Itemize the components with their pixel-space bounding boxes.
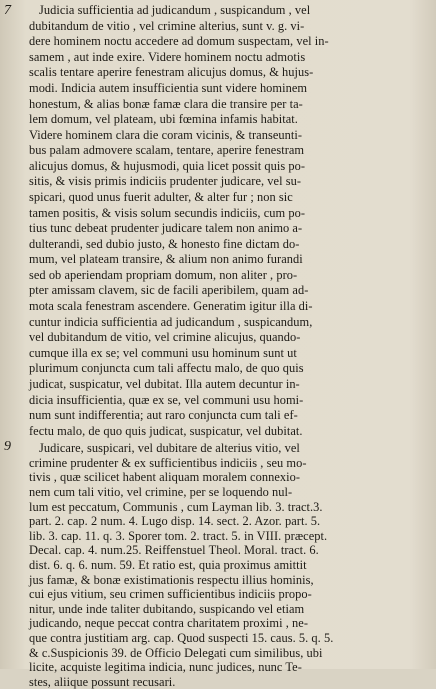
text-line: stes, aliique possunt recusari. [29, 674, 176, 689]
text-line: sed ob aperiendam propriam domum, non aliter , pro- [29, 267, 298, 282]
text-line: dulterandi, sed dubio justo, & honesto fine dictam do- [29, 236, 300, 251]
text-line: modi. Indicia autem insufficientia sunt videre hominem [29, 80, 308, 95]
text-line: Judicare, suspicari, vel dubitare de alterius vitio, vel [39, 441, 300, 455]
text-line: Decal. cap. 4. num.25. Reiffenstuel Theol. Moral. tract. 6. [29, 543, 319, 558]
text-line: alicujus domus, & hujusmodi, quia licet possit quis po- [29, 158, 306, 173]
text-line: num sunt indifferentia; aut raro conjuncta cum tali ef- [29, 408, 298, 423]
text-line: tius tunc debeat prudenter judicare talem non animo a- [29, 221, 303, 236]
text-line: mum, vel plateam transire, & alium non animo furandi [29, 252, 303, 267]
text-line: cuntur indicia sufficientia ad judicandum , suspicandum, [29, 314, 313, 329]
text-line: lib. 3. cap. 11. q. 3. Sporer tom. 2. tract. 5. in VIII. præcept. [29, 528, 328, 543]
text-line: scalis tentare aperire fenestram alicujus domus, & hujus- [29, 65, 314, 80]
text-line: lum est peccatum, Communis , cum Layman lib. 3. tract.3. [29, 499, 323, 514]
text-line: & c.Suspicionis 39. de Officio Delegati cum similibus, ubi [29, 645, 323, 660]
text-line: plurimum conjuncta cum tali affectu malo, de quo quis [29, 361, 304, 376]
text-line: Judicia sufficientia ad judicandum , suspicandum , vel [39, 3, 311, 17]
text-line: dist. 6. q. 6. num. 59. Et ratio est, quia proximus amittit [29, 558, 307, 572]
text-line: dicia insufficientia, quæ ex se, vel communi usu homi- [29, 392, 304, 407]
text-line: judicat, suspicatur, vel dubitat. Illa autem decuntur in- [29, 376, 300, 391]
text-line: pter amissam clavem, sic de facili aperibilem, quam ad- [29, 283, 309, 298]
text-line: cui ejus vitium, seu crimen sufficientibus indiciis propo- [29, 587, 312, 602]
text-line: tivis , quæ scilicet habent aliquam moralem connexio- [29, 470, 301, 485]
text-line: jus famæ, & bonæ existimationis respectu illius hominis, [29, 572, 314, 587]
text-line: dere hominem noctu accedere ad domum suspectam, vel in- [29, 34, 329, 49]
text-line: part. 2. cap. 2 num. 4. Lugo disp. 14. sect. 2. Azor. part. 5. [29, 514, 321, 529]
text-line: mota scala fenestram ascendere. Generatim igitur illa di- [29, 299, 313, 313]
text-line: spicari, quod unus fuerit adulter, & alter fur ; non sic [29, 190, 293, 204]
text-line: honestum, & alias bonæ famæ clara die transire per ta- [29, 96, 303, 111]
text-line: que contra justitiam arg. cap. Quod suspecti 15. caus. 5. q. 5. [29, 631, 334, 646]
text-line: tamen positis, & visis solum secundis indiciis, cum po- [29, 205, 306, 220]
text-line: fectu malo, de quo quis judicat, suspicatur, vel dubitat. [29, 423, 303, 438]
text-line: nem cum tali vitio, vel crimine, per se loquendo nul- [29, 484, 293, 499]
text-line: Videre hominem clara die coram vicinis, & transeunti- [29, 127, 303, 142]
text-line: samem , aut inde exire. Videre hominem noctu admotis [29, 49, 306, 64]
text-line: licite, acquiste legitima indicia, nunc judices, nunc Te- [29, 660, 302, 675]
text-line: crimine prudenter & ex sufficientibus indiciis , seu mo- [29, 455, 307, 470]
text-line: dubitandum de vitio , vel crimine alterius, sunt v. g. vi- [29, 18, 305, 33]
text-line: sitis, & visis primis indiciis prudenter judicare, vel su- [29, 174, 302, 189]
text-line: judicando, neque peccat contra charitatem proximi , ne- [29, 616, 309, 631]
text-line: lem domum, vel plateam, ubi fœmina infamis habitat. [29, 112, 298, 127]
paragraph-number: 9 [4, 439, 11, 454]
text-line: bus palam admovere scalam, tentare, aperire fenestram [29, 143, 305, 158]
text-line: nitur, unde inde taliter dubitando, suspicando vel etiam [29, 601, 305, 616]
text-line: cumque illa ex se; vel communi usu hominum sunt ut [29, 345, 297, 360]
text-line: vel dubitandum de vitio, vel crimine alicujus, quando- [29, 330, 301, 345]
paragraph-number: 7 [4, 3, 11, 18]
